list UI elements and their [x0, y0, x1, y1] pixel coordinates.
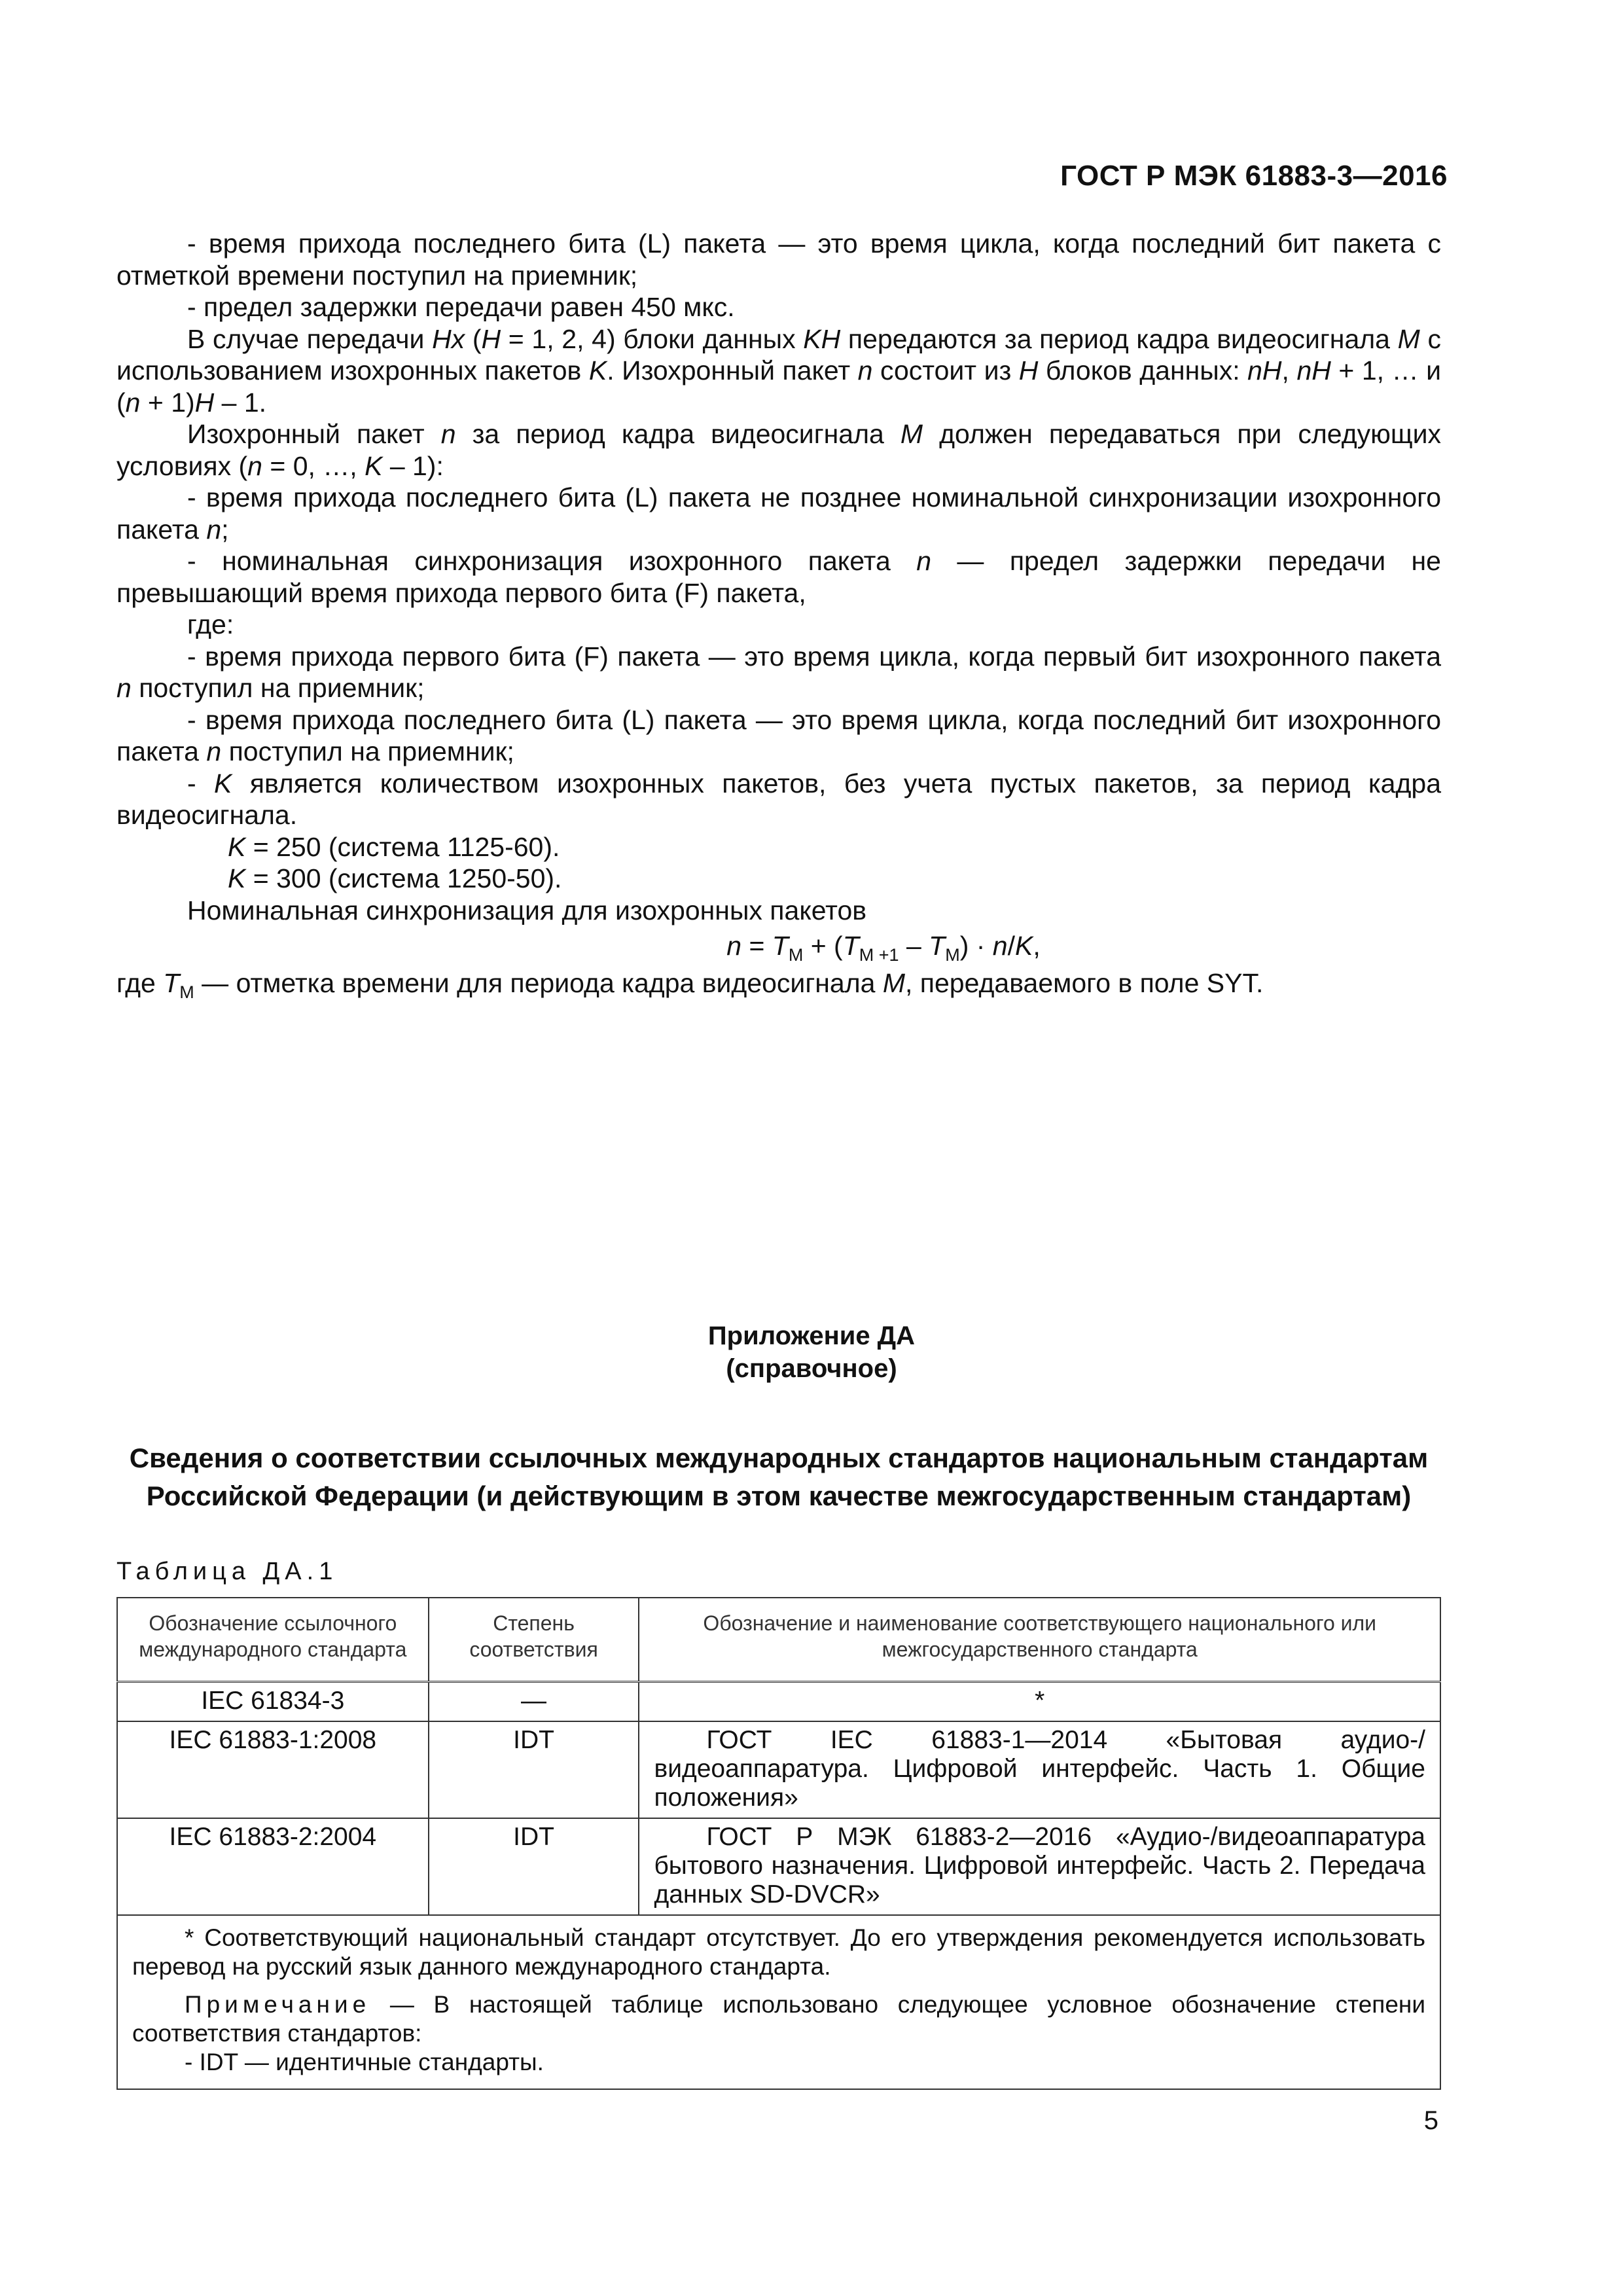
paragraph: где $T_M$ — отметка времени для периода кадра видеосигнала M, передаваемого в поле SYT. [116, 967, 1264, 1002]
k-value-line: K = 250 (система 1125-60). [228, 831, 560, 862]
table-row [117, 1721, 1440, 1818]
appendix-label: Приложение ДА [707, 1321, 916, 1350]
paragraph: - предел задержки передачи равен 450 мкс. [187, 292, 735, 322]
paragraph: - время прихода последнего бита (L) пакета не позднее номинальной синхронизации изохронного пакета n; [116, 482, 1441, 545]
table-header-row [117, 1598, 1440, 1682]
k-value-line: K = 300 (система 1250-50). [228, 863, 562, 893]
note-label: Примечание [185, 1991, 371, 2018]
paragraph: В случае передачи Hx (H = 1, 2, 4) блоки данных KH передаются за период кадра видеосигнала M с использованием изохронных пакетов K. Изохронный пакет n состоит из H блоков данных: nH, nH + 1, … и (n + 1)H – 1. [116, 323, 1441, 418]
paragraph: - время прихода первого бита (F) пакета — это время цикла, когда первый бит изохронного пакета n поступил на приемник; [116, 641, 1441, 703]
body-text [116, 228, 1442, 1002]
page-number: 5 [1423, 2106, 1438, 2135]
note-text: — В настоящей таблице использовано следующее условное обозначение степени соответствия стандартов: [132, 1991, 1425, 2047]
footnote: * Соответствующий национальный стандарт отсутствует. До его утверждения рекомендуется использовать перевод на русский язык данного международного стандарта. [132, 1924, 1425, 1980]
table-cell: — [429, 1682, 639, 1722]
standard-designation: ГОСТ Р МЭК 61883-3—2016 [1060, 160, 1448, 192]
paragraph: Изохронный пакет n за период кадра видеосигнала M должен передаваться при следующих условиях (n = 0, …, K – 1): [116, 419, 1442, 481]
appendix-title-line-2: Российской Федерации (и действующим в этом качестве межгосударственным стандартам) [146, 1480, 1412, 1511]
paragraph: - время прихода последнего бита (L) пакета — это время цикла, когда последний бит изохронного пакета n поступил на приемник; [116, 704, 1441, 766]
table-cell: IEC 61883-2:2004 [117, 1818, 429, 1915]
table-cell: IDT [429, 1721, 639, 1818]
paragraph: Номинальная синхронизация для изохронных пакетов [187, 895, 867, 925]
paragraph: - номинальная синхронизация изохронного пакета n — предел задержки передачи не превышающий время прихода первого бита (F) пакета, [116, 546, 1441, 608]
note-item: - IDT — идентичные стандарты. [185, 2049, 544, 2075]
table-footnote-cell [117, 1915, 1440, 2089]
table-row [117, 1818, 1440, 1915]
appendix-kind: (справочное) [726, 1354, 897, 1383]
table-cell: IEC 61834-3 [117, 1682, 429, 1722]
table-row [117, 1682, 1440, 1722]
table-cell: ГОСТ Р МЭК 61883-2—2016 «Аудио-/видеоаппаратура бытового назначения. Цифровой интерфейс. Часть 2. Передача данных SD-DVCR» [639, 1818, 1440, 1915]
appendix-title-line-1: Сведения о соответствии ссылочных международных стандартов национальным стандартам [129, 1443, 1429, 1473]
column-header: Обозначение ссылочного международного стандарта [117, 1598, 429, 1682]
note [132, 1990, 1425, 2048]
correspondence-table [116, 1597, 1441, 2090]
paragraph: - K является количеством изохронных пакетов, без учета пустых пакетов, за период кадра видеосигнала. [116, 768, 1441, 830]
paragraph: - время прихода последнего бита (L) пакета — это время цикла, когда последний бит пакета с отметкой времени поступил на приемник; [116, 228, 1441, 291]
table-cell: ГОСТ IEC 61883-1—2014 «Бытовая аудио-/видеоаппаратура. Цифровой интерфейс. Часть 1. Общие положения» [639, 1721, 1440, 1818]
table-caption: Таблица ДА.1 [116, 1558, 338, 1585]
column-header: Обозначение и наименование соответствующего национального или межгосударственного стандарта [639, 1598, 1440, 1682]
table-cell: IEC 61883-1:2008 [117, 1721, 429, 1818]
formula: $n = T_M + (T_{M +1} - T_M) \cdot n/K$, [726, 931, 1041, 965]
column-header: Степень соответствия [429, 1598, 639, 1682]
table-cell: * [639, 1682, 1440, 1722]
table-footnote-row [117, 1915, 1440, 2089]
paragraph: где: [187, 609, 234, 639]
table-cell: IDT [429, 1818, 639, 1915]
